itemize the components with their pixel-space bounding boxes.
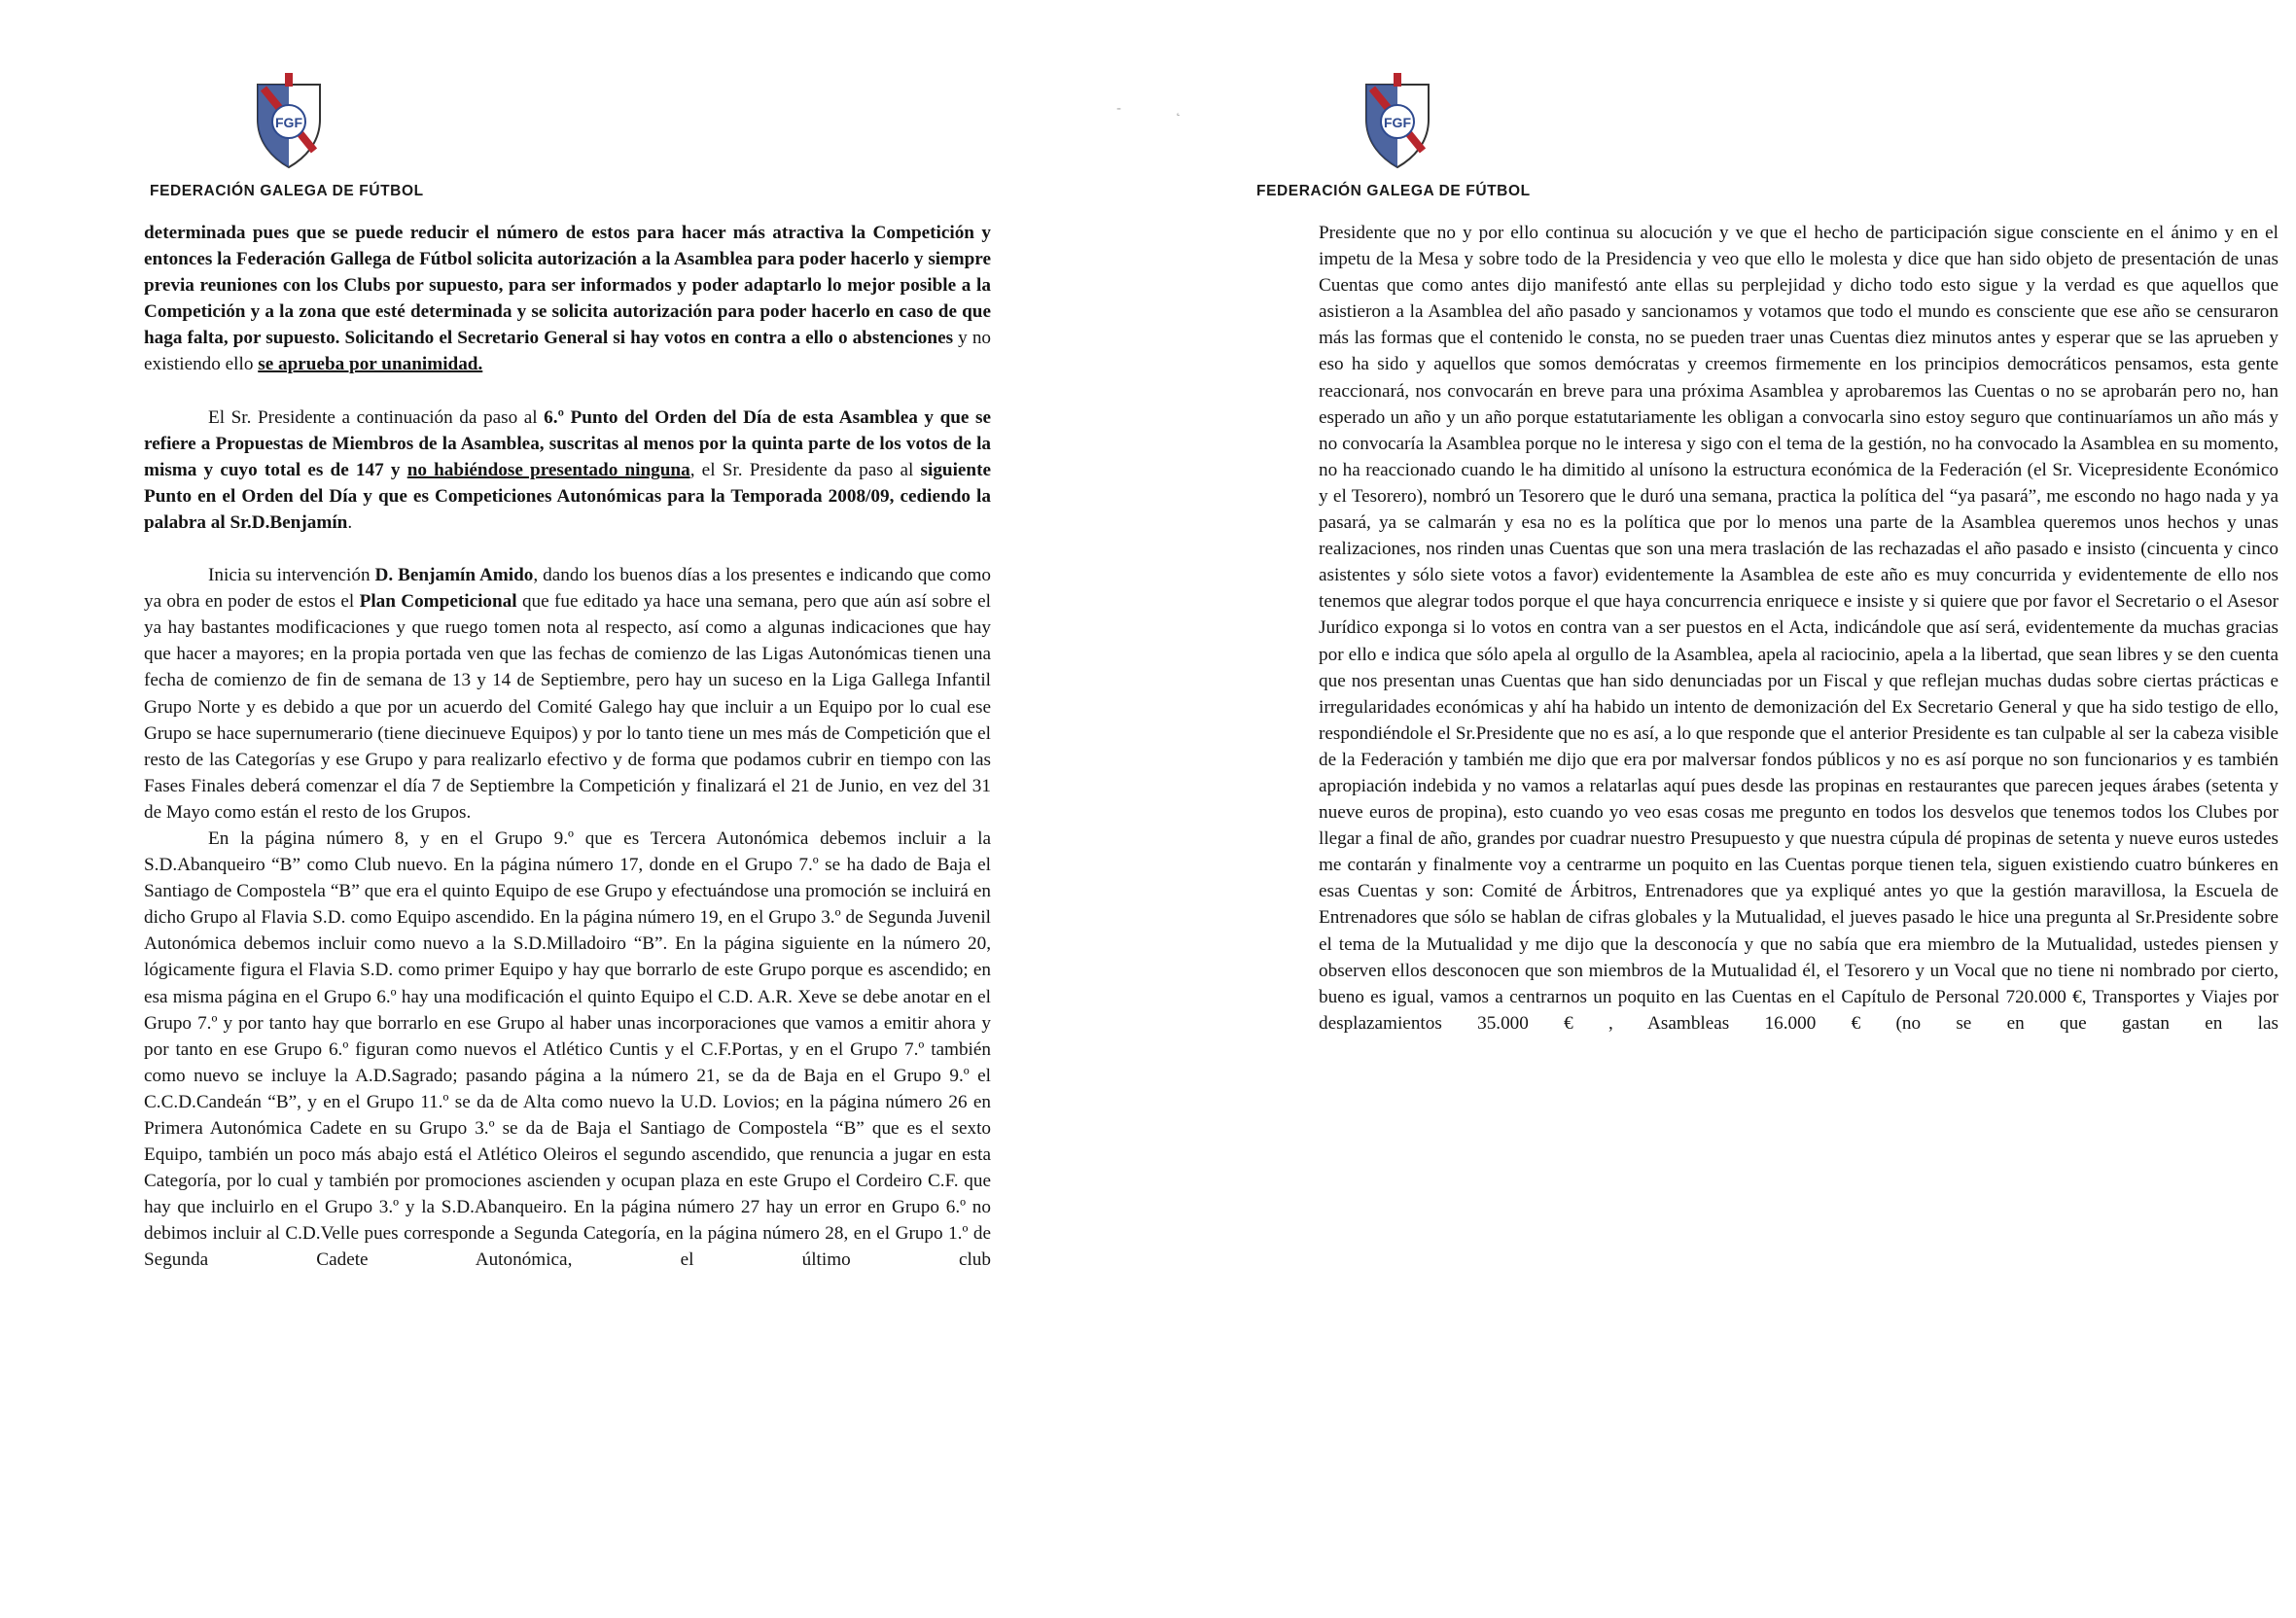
paragraph-3: Inicia su intervención D. Benjamín Amido, dando los buenos días a los presentes e indicando que como ya obra en poder de estos el Plan Competicional que fue editado ya hace una semana, pero que aún así sobre el ya hay bastantes modificaciones y que ruego tomen nota al respecto, así como a algunas indicaciones que hay que hacer a mayores; en la propia portada ven que las fechas de comienzo de las Ligas Autonómicas tienen una fecha de comienzo de fin de semana de 13 y 14 de Septiembre, pero hay un suceso en la Liga Gallega Infantil Grupo Norte y es debido a que por un acuerdo del Comité Galego hay que incluir a un Equipo por lo cual ese Grupo se hace supernumerario (tiene diecinueve Equipos) y por lo tanto tiene un mes más de Competición que el resto de las Categorías y ese Grupo y para realizarlo efectivo y de forma que podamos cubrir en tiempo con las Fases Finales deberá comenzar el día 7 de Septiembre la Competición y finalizará el 21 de Junio, en vez del 31 de Mayo como están el resto de los Grupos. xyxy=(144,565,991,823)
federation-name-header: FEDERACIÓN GALEGA DE FÚTBOL xyxy=(150,183,424,199)
right-paragraph: Presidente que no y por ello continua su alocución y ve que el hecho de participación sigue consciente en el ánimo y en el impetu de la Mesa y sobre todo de la Presidencia y veo que ello le molesta y dice que han sido objeto de presentación de unas Cuentas que como antes dijo manifestó ante ellas su perplejidad y dicho todo esto sigue y la verdad es que aquellos que asistieron a la Asamblea del año pasado y sancionamos y votamos que todo el mundo es consciente que ese año se censuraron más las formas que el contenido le consta, no se pueden traer unas Cuentas diez minutos antes y esperar que se las aprueben y eso ha sido y aquellos que somos demócratas y creemos firmemente en los principios democráticos pensamos, esta gente reaccionará, nos convocarán en breve para una próxima Asamblea y aprobaremos las Cuentas o no se aprobarán pero no, han esperado un año y un año porque estatutariamente les obligan a convocarla sino estoy seguro que continuaríamos un año más y no convocaría la Asamblea porque no le interesa y sigo con el tema de la gestión, no ha convocado la Asamblea en su momento, no ha reaccionado cuando le ha dimitido al unísono la estructura económica de la Federación (el Sr. Vicepresidente Económico y el Tesorero), nombró un Tesorero que le duró una semana, practica la política del “ya pasará”, me escondo no hago nada y ya pasará, ya se calmarán y esa no es la política que por lo menos una parte de la Asamblea queremos unos hechos y unas realizaciones, nos rinden unas Cuentas que son una mera traslación de las rechazadas el año pasado e insisto (cincuenta y cinco asistentes y sólo siete votos a favor) evidentemente la Asamblea de este año es muy concurrida y evidentemente de ello nos tenemos que alegrar todos porque el que haya concurrencia enriquece e insiste y si quiere que por favor el Secretario o el Asesor Jurídico exponga si lo votos en contra van a ser puestos en el Acta, indicándole que así será, evidentemente da muchas gracias por ello e indica que sólo apela al orgullo de la Asamblea, apela al raciocinio, apela a la libertad, que sean libres y se den cuenta que nos presentan unas Cuentas que han sido denunciadas por un Fiscal y que reflejan muchas dudas sobre ciertas prácticas e irregularidades económicas y ahí ha habido un intento de demonización del Ex Secretario General y que ha sido testigo de ello, respondiéndole el Sr.Presidente que no es así, a lo que responde que el anterior Presidente es tan culpable al ser la cabeza visible de la Federación y también me dijo que era por malversar fondos públicos y no es así porque no son funcionarios y es también apropiación indebida y no vamos a relatarlas aquí pues desde las propinas en restaurantes que parecen jeques árabes (setenta y nueve euros de propina), esto cuando yo veo esas cosas me pregunto en todos los desvelos que tenemos todos los Clubes por llegar a final de año, grandes por cuadrar nuestro Presupuesto y que nuestra cúpula dé propinas de setenta y nueve euros ustedes me contarán y finalmente voy a centrarme un poquito en las Cuentas porque tienen tela, siguen existiendo cuatro búnkeres en esas Cuentas y son: Comité de Árbitros, Entrenadores que ya expliqué antes yo que la gestión maravillosa, la Escuela de Entrenadores que sólo se hablan de cifras globales y la Mutualidad, el jueves pasado le hice una pregunta al Sr.Presidente sobre el tema de la Mutualidad y me dijo que la desconocía y que no sabía que era miembro de la Mutualidad, ustedes piensen y observen ellos desconocen que son miembros de la Mutualidad él, el Tesorero y un Vocal que no tiene ni nombrado por cierto, bueno es igual, vamos a centrarnos un poquito en las Cuentas en el Capítulo de Personal 720.000 €, Transportes y Viajes por desplazamientos 35.000 € , Asambleas 16.000 € (no se en que gastan en las xyxy=(1319,223,2278,1034)
paragraph-2: El Sr. Presidente a continuación da paso al 6.º Punto del Orden del Día de esta Asamblea y que se refiere a Propuestas de Miembros de la Asamblea, suscritas al menos por la quinta parte de los votos de la misma y cuyo total es de 147 y no habiéndose presentado ninguna, el Sr. Presidente da paso al siguiente Punto en el Orden del Día y que es Competiciones Autonómicas para la Temporada 2008/09, cediendo la palabra al Sr.D.Benjamín. xyxy=(144,406,992,533)
scan-speck: ˛ xyxy=(1175,101,1182,117)
scan-speck: - xyxy=(1116,101,1122,117)
svg-text:FGF: FGF xyxy=(275,115,302,130)
right-page-body xyxy=(1319,220,2278,1063)
paragraph-1: determinada pues que se puede reducir el número de estos para hacer más atractiva la Competición y entonces la Federación Gallega de Fútbol solicita autorización a la Asamblea para poder hacerlo y siempre previa reuniones con los Clubs por supuesto, para ser informados y poder adaptarlo lo mejor posible a la Competición y a la zona que esté determinada y se solicita autorización para poder hacerlo en caso de que haga falta, por supuesto. Solicitando el Secretario General si hay votos en contra a ello o abstenciones y no existiendo ello se aprueba por unanimidad. xyxy=(144,223,992,375)
federation-shield-icon xyxy=(1359,73,1436,170)
federation-name-header: FEDERACIÓN GALEGA DE FÚTBOL xyxy=(1256,183,1531,199)
paragraph-4: En la página número 8, y en el Grupo 9.º que es Tercera Autonómica debemos incluir a la S.D.Abanqueiro “B” como Club nuevo. En la página número 17, donde en el Grupo 7.º se ha dado de Baja el Santiago de Compostela “B” que era el quinto Equipo de ese Grupo y efectuándose una promoción se incluirá en dicho Grupo al Flavia S.D. como Equipo ascendido. En la página número 19, en el Grupo 3.º de Segunda Juvenil Autonómica debemos incluir como nuevo a la S.D.Milladoiro “B”. En la página siguiente en la número 20, lógicamente figura el Flavia S.D. como primer Equipo y hay que borrarlo de este Grupo porque es ascendido; en esa misma página en el Grupo 6.º hay una modificación el quinto Equipo el C.D. A.R. Xeve se debe anotar en el Grupo 7.º y por tanto hay que borrarlo en ese Grupo al haber unas incorporaciones que vamos a emitir ahora y por tanto en ese Grupo 6.º figuran como nuevos el Atlético Cuntis y el C.F.Portas, y en el Grupo 7.º también como nuevo se incluye la A.D.Sagrado; pasando página a la número 21, se da de Baja en el Grupo 9.º el C.C.D.Candeán “B”, y en el Grupo 11.º se da de Alta como nuevo la U.D. Lovios; en la página número 26 en Primera Autonómica Cadete en su Grupo 3.º se da de Baja el Santiago de Compostela “B” que es el sexto Equipo, también un poco más abajo está el Atlético Oleiros el segundo ascendido, que renuncia a jugar en esta Categoría, por lo cual y también por promociones ascienden y ocupan plaza en este Grupo el Cordeiro C.F. que hay que incluirlo en el Grupo 3.º y la S.D.Abanqueiro. En la página número 27 hay un error en Grupo 6.º no debimos incluir al C.D.Velle pues corresponde a Segunda Categoría, en la página número 28, en el Grupo 1.º de Segunda Cadete Autonómica, el último club xyxy=(144,827,991,1271)
federation-shield-icon xyxy=(250,73,328,170)
svg-text:FGF: FGF xyxy=(1384,115,1411,130)
right-page xyxy=(1148,0,2296,1618)
left-page-body xyxy=(144,220,991,1300)
